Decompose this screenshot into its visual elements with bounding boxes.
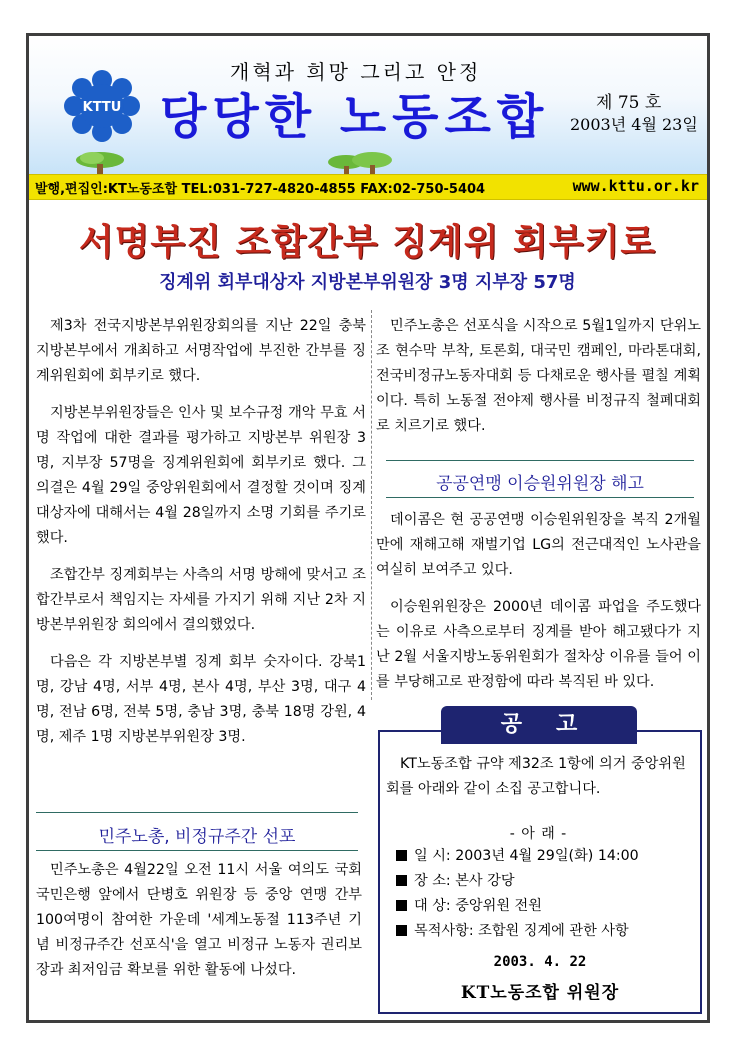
left-column (36, 314, 366, 762)
section-title-minju: 민주노총, 비정규주간 선포 (98, 827, 296, 847)
article-paragraph: 이승원위원장은 2000년 데이콤 파업을 주도했다는 이유로 사측으로부터 징계를 받아 해고됐다가 지난 2월 서울지방노동위원회가 절차상 이유를 들어 이를 부당해고로 판정함에 따라 복직된 바 있다. (376, 599, 701, 690)
square-bullet-icon (396, 900, 407, 911)
article-paragraph: 민주노총은 선포식을 시작으로 5월1일까지 단위노조 현수막 부착, 토론회, 대국민 캠페인, 마라톤대회, 전국비정규노동자대회 등 다채로운 행사를 펼칠 계획이다. 특히 노동절 전야제 행사를 비정규직 철폐대회로 치르기로 했다. (376, 318, 701, 434)
minju-article (36, 858, 362, 995)
notice-intro: KT노동조합 규약 제32조 1항에 의거 중앙위원회를 아래와 같이 소집 공고합니다. (386, 756, 686, 797)
publisher-contact: 발행,편집인:KT노동조합 TEL:031-727-4820-4855 FAX:02-750-5404 (35, 182, 486, 197)
article-paragraph: 제3차 전국지방본부위원장회의를 지난 22일 충북지방본부에서 개최하고 서명작업에 부진한 간부를 징계위원회에 회부키로 했다. (36, 318, 366, 384)
section-rule (36, 812, 358, 813)
notice-item: 대 상: 중앙위원 전원 (396, 894, 639, 919)
website-link[interactable]: www.kttu.or.kr (572, 177, 699, 195)
notice-tab: 공고 (441, 706, 637, 744)
sub-headline: 징계위 회부대상자 지방본부위원장 3명 지부장 57명 (159, 272, 576, 293)
column-divider (371, 310, 372, 700)
section-rule (386, 497, 694, 498)
article-paragraph: 조합간부 징계회부는 사측의 서명 방해에 맞서고 조합간부로서 책임지는 자세를 가지기 위해 지난 2차 지방본부위원장 회의에서 결의했었다. (36, 567, 366, 633)
section-title-dacom: 공공연맹 이승원위원장 해고 (436, 474, 644, 494)
article-paragraph: 민주노총은 4월22일 오전 11시 서울 여의도 국회 국민은행 앞에서 단병호 위원장 등 중앙 연맹 간부 100여명이 참여한 가운데 '세계노동절 113주년 기념 비정규주간 선포식'을 열고 비정규 노동자 권리보장과 최저임금 확보를 위한 활동에 나섰다. (36, 862, 362, 978)
square-bullet-icon (396, 850, 407, 861)
newsletter-title: 당당한 노동조합 (160, 89, 550, 145)
issue-date: 2003년 4월 23일 (570, 115, 698, 134)
notice-subheading: - 아 래 - (509, 826, 568, 842)
notice-date: 2003. 4. 22 (493, 954, 587, 970)
notice-item: 장 소: 본사 강당 (396, 869, 639, 894)
article-paragraph: 다음은 각 지방본부별 징계 회부 숫자이다. 강북1명, 강남 4명, 서부 4명, 본사 4명, 부산 3명, 대구 4명, 전남 6명, 전북 5명, 충남 3명, 충북 18명 강원, 4명, 제주 1명 지방본부위원장 3명. (36, 654, 366, 745)
logo-text: KTTU (82, 100, 122, 115)
right-column (376, 314, 701, 451)
dacom-article (376, 508, 701, 707)
issue-number: 제 75 호 (596, 93, 662, 113)
article-paragraph: 데이콤은 현 공공연맹 이승원위원장을 복직 2개월만에 재해고해 재벌기업 LG의 전근대적인 노사관을 여실히 보여주고 있다. (376, 512, 701, 578)
section-rule (36, 850, 358, 851)
main-headline: 서명부진 조합간부 징계위 회부키로 (78, 222, 657, 263)
square-bullet-icon (396, 925, 407, 936)
section-rule (386, 460, 694, 461)
notice-items (396, 844, 639, 944)
notice-item: 일 시: 2003년 4월 29일(화) 14:00 (396, 844, 639, 869)
article-paragraph: 지방본부위원장들은 인사 및 보수규정 개악 무효 서명 작업에 대한 결과를 평가하고 지방본부 위원장 3명, 지부장 57명을 징계위원회에 회부키로 했다. 그 의결은 4월 29일 중앙위원회에서 결정할 것이며 징계 대상자에 대해서는 4월 28일까지 소명 기회를 주기로 했다. (36, 405, 366, 546)
notice-signature: KT노동조합 위원장 (460, 983, 620, 1003)
square-bullet-icon (396, 875, 407, 886)
notice-item: 목적사항: 조합원 징계에 관한 사항 (396, 919, 639, 944)
masthead-slogan: 개혁과 희망 그리고 안정 (230, 60, 482, 84)
